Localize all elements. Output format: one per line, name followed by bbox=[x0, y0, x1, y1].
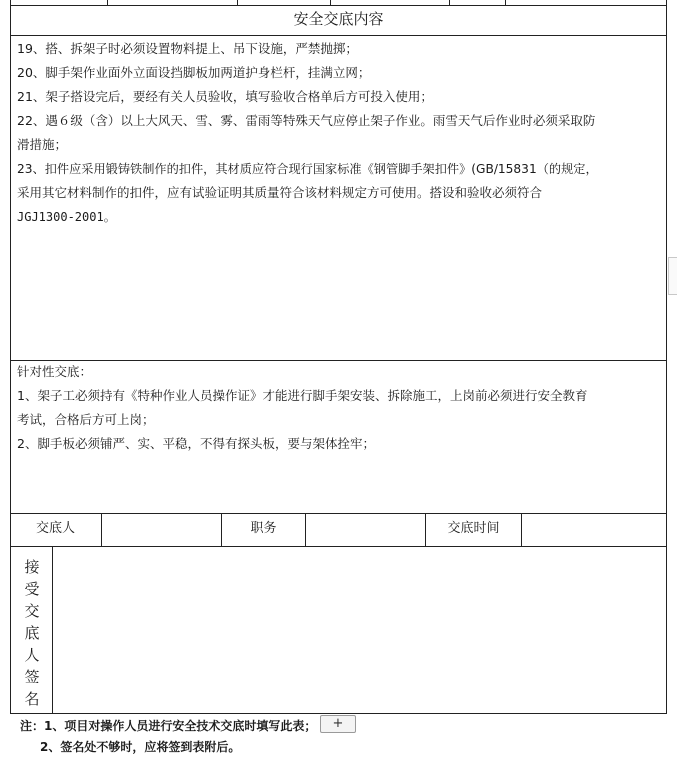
table-hline bbox=[10, 35, 667, 36]
receiver-label-char: 人 bbox=[24, 646, 40, 664]
content-line: 19、搭、拆架子时必须设置物料提上、吊下设施，严禁抛掷； bbox=[17, 41, 358, 56]
discloser-field[interactable] bbox=[102, 514, 221, 546]
content-line: JGJ1300-2001。 bbox=[17, 210, 116, 224]
footnote-2: 2、签名处不够时，应将签到表附后。 bbox=[40, 740, 241, 754]
content-line: 22、遇６级（含）以上大风天、雪、雾、雷雨等特殊天气应停止架子作业。雨雪天气后作业时必须采取防 bbox=[17, 113, 596, 128]
receiver-label-char: 签 bbox=[24, 668, 40, 686]
table-hline bbox=[10, 360, 667, 361]
time-field[interactable] bbox=[522, 514, 666, 546]
content-line: 滑措施； bbox=[17, 137, 68, 152]
position-field[interactable] bbox=[306, 514, 425, 546]
receiver-label-char: 接 bbox=[24, 558, 40, 576]
targeted-line: 1、架子工必须持有《特种作业人员操作证》才能进行脚手架安装、拆除施工，上岗前必须进行安全教育 bbox=[17, 388, 588, 403]
content-line: 23、扣件应采用锻铸铁制作的扣件，其材质应符合现行国家标准《钢管脚手架扣件》(GB/15831（的规定， bbox=[17, 162, 598, 176]
table-border-left bbox=[10, 0, 11, 714]
receiver-label-char: 名 bbox=[24, 690, 40, 708]
targeted-line: 考试，合格后方可上岗； bbox=[17, 412, 155, 427]
section-title: 安全交底内容 bbox=[293, 10, 384, 28]
add-row-button[interactable]: + bbox=[320, 715, 356, 733]
receiver-label-char: 交 bbox=[24, 602, 40, 620]
receiver-label-char: 底 bbox=[24, 624, 40, 642]
footnote-1: 注：1、项目对操作人员进行安全技术交底时填写此表； bbox=[20, 719, 317, 733]
position-label: 职务 bbox=[250, 521, 277, 536]
content-line: 20、脚手架作业面外立面设挡脚板加两道护身栏杆，挂满立网； bbox=[17, 65, 371, 80]
table-border-right bbox=[666, 0, 667, 714]
content-line: 采用其它材料制作的扣件，应有试验证明其质量符合该材料规定方可使用。搭设和验收必须符合 bbox=[17, 185, 543, 200]
table-hline bbox=[10, 5, 667, 6]
discloser-label: 交底人 bbox=[35, 521, 75, 536]
targeted-heading: 针对性交底： bbox=[17, 364, 93, 379]
time-label: 交底时间 bbox=[447, 521, 500, 536]
targeted-line: 2、脚手板必须铺严、实、平稳，不得有探头板，要与架体拴牢； bbox=[17, 436, 375, 451]
table-hline bbox=[10, 713, 667, 714]
receiver-signature-area[interactable] bbox=[53, 547, 666, 713]
receiver-label-char: 受 bbox=[24, 580, 40, 598]
side-scroll-marker[interactable] bbox=[668, 257, 677, 295]
content-line: 21、架子搭设完后，要经有关人员验收，填写验收合格单后方可投入使用； bbox=[17, 89, 433, 104]
